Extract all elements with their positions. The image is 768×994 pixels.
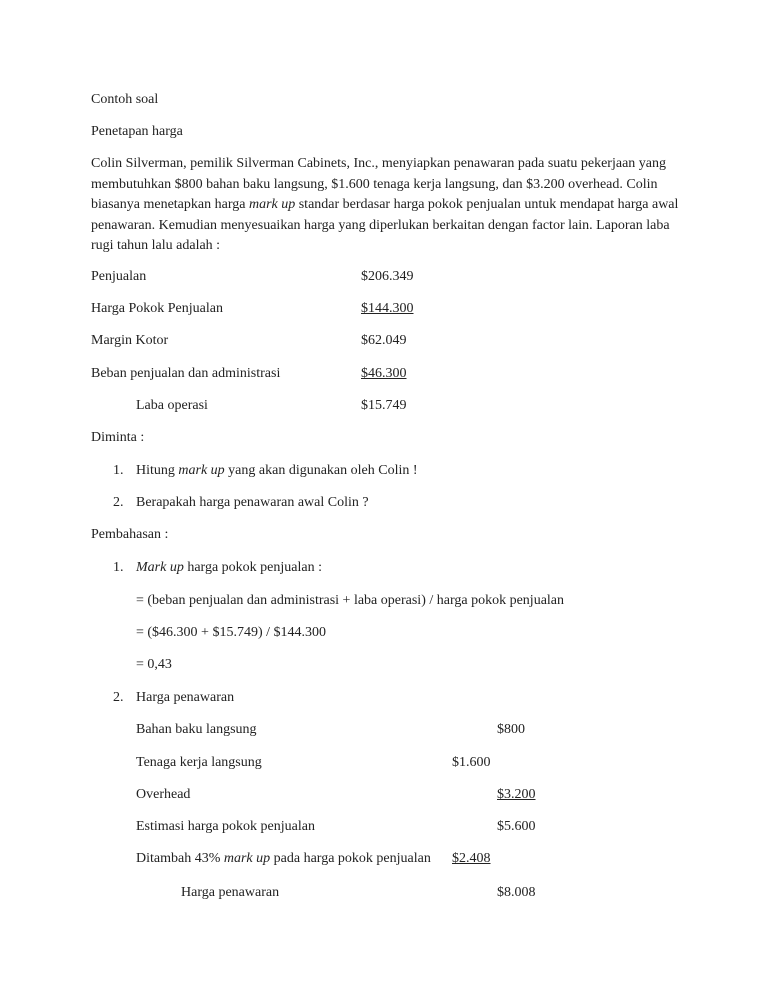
bid-label-direct-labor: Tenaga kerja langsung bbox=[136, 755, 262, 770]
intro-paragraph bbox=[91, 154, 691, 257]
bid-value-direct-materials: $800 bbox=[497, 722, 525, 737]
is-label-sales: Penjualan bbox=[91, 269, 147, 284]
is-value-gross-margin: $62.049 bbox=[361, 333, 407, 348]
bid-label-estimated-cogs: Estimasi harga pokok penjualan bbox=[136, 819, 315, 834]
bid-label-direct-materials: Bahan baku langsung bbox=[136, 722, 257, 737]
formula-line-1: = (beban penjualan dan administrasi + laba operasi) / harga pokok penjualan bbox=[136, 593, 565, 608]
bid-value-overhead: $3.200 bbox=[497, 787, 536, 802]
question-2-number: 2. bbox=[113, 495, 124, 510]
is-value-cogs: $144.300 bbox=[361, 301, 414, 316]
pembahasan-heading: Pembahasan : bbox=[91, 527, 169, 542]
answer-2-number: 2. bbox=[113, 690, 124, 705]
answer-1-title bbox=[136, 559, 322, 577]
intro-text-part2: standar berdasar harga pokok penjualan untuk mendapat harga awal penawaran. Kemudian menyesuaikan harga yang diperlukan berkaitan dengan factor lain. Laporan laba rugi tahun lalu adalah : bbox=[91, 197, 679, 253]
question-1-text-b: yang akan digunakan oleh Colin ! bbox=[224, 463, 418, 478]
question-1-text-a: Hitung bbox=[136, 463, 179, 478]
bid-label-markup-text-a: Ditambah 43% bbox=[136, 851, 224, 866]
bid-label-markup-addition bbox=[136, 850, 431, 868]
formula-line-2: = ($46.300 + $15.749) / $144.300 bbox=[136, 625, 327, 640]
bid-label-bid-price: Harga penawaran bbox=[181, 885, 280, 900]
is-value-operating-profit: $15.749 bbox=[361, 398, 407, 413]
formula-line-3: = 0,43 bbox=[136, 657, 172, 672]
intro-text-part1: Colin Silverman, pemilik Silverman Cabinets, Inc., menyiapkan penawaran pada suatu pekerjaan yang membutuhkan $800 bahan baku langsung, $1.600 tenaga kerja langsung, dan $3.200 overhead. Colin biasanya menetapkan harga bbox=[91, 156, 666, 212]
answer-1-title-rest: harga pokok penjualan : bbox=[183, 560, 322, 575]
is-label-operating-profit: Laba operasi bbox=[136, 398, 208, 413]
question-1 bbox=[136, 462, 418, 480]
question-1-number: 1. bbox=[113, 463, 124, 478]
is-label-cogs: Harga Pokok Penjualan bbox=[91, 301, 223, 316]
intro-markup-term: mark up bbox=[248, 197, 296, 212]
document-subtitle: Penetapan harga bbox=[91, 124, 183, 139]
document-title: Contoh soal bbox=[91, 92, 159, 107]
answer-2-title: Harga penawaran bbox=[136, 690, 235, 705]
diminta-heading: Diminta : bbox=[91, 430, 145, 445]
question-2: Berapakah harga penawaran awal Colin ? bbox=[136, 495, 369, 510]
is-value-sga: $46.300 bbox=[361, 366, 407, 381]
bid-label-markup-text-b: pada harga pokok penjualan bbox=[270, 851, 431, 866]
is-label-gross-margin: Margin Kotor bbox=[91, 333, 169, 348]
answer-1-markup-term: Mark up bbox=[136, 560, 184, 575]
bid-label-overhead: Overhead bbox=[136, 787, 191, 802]
is-label-sga: Beban penjualan dan administrasi bbox=[91, 366, 281, 381]
bid-value-bid-price: $8.008 bbox=[497, 885, 536, 900]
bid-value-estimated-cogs: $5.600 bbox=[497, 819, 536, 834]
answer-1-number: 1. bbox=[113, 560, 124, 575]
bid-value-markup-addition: $2.408 bbox=[452, 851, 491, 866]
is-value-sales: $206.349 bbox=[361, 269, 414, 284]
question-1-markup-term: mark up bbox=[178, 463, 225, 478]
bid-label-markup-term: mark up bbox=[223, 851, 271, 866]
bid-value-direct-labor: $1.600 bbox=[452, 755, 491, 770]
